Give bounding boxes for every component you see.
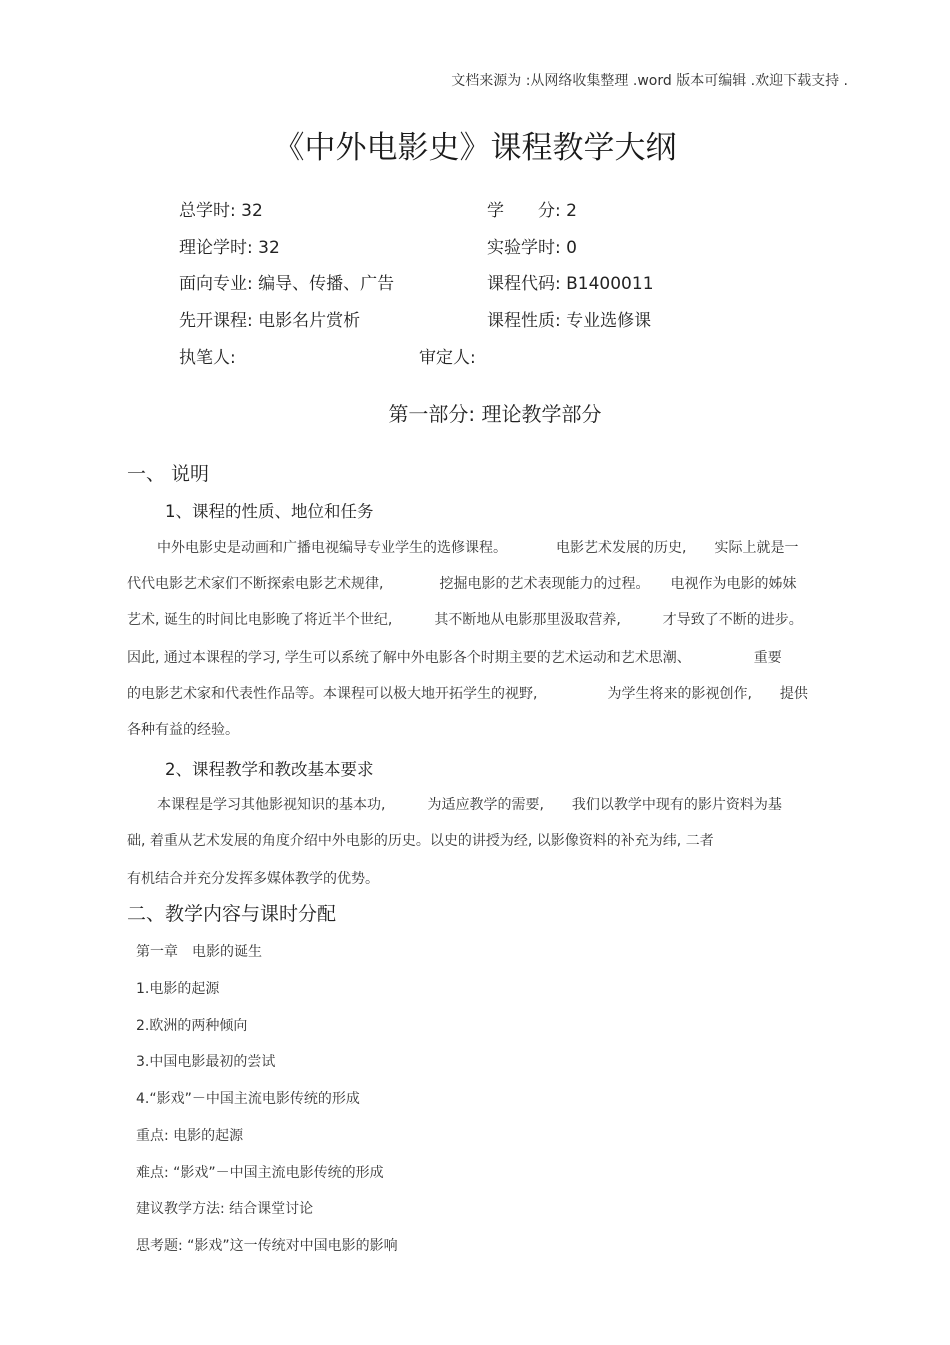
target-major: 面向专业: 编导、传播、广告 (179, 274, 395, 294)
paragraph-line: 的电影艺术家和代表性作品等。本课程可以极大地开拓学生的视野, 为学生将来的影视创作, 提供 (127, 686, 808, 702)
paragraph-line: 有机结合并充分发挥多媒体教学的优势。 (127, 871, 379, 887)
paragraph-line: 艺术, 诞生的时间比电影晚了将近半个世纪, 其不断地从电影那里汲取营养, 才导致了不断的进步。 (127, 612, 803, 628)
paragraph-line: 础, 着重从艺术发展的角度介绍中外电影的历史。以史的讲授为经, 以影像资料的补充为纬, 二者 (127, 833, 714, 849)
source-note: 文档来源为 :从网络收集整理 .word 版本可编辑 .欢迎下载支持 . (451, 73, 848, 89)
part-title: 第一部分: 理论教学部分 (388, 402, 602, 426)
list-item: 4.“影戏”－中国主流电影传统的形成 (136, 1091, 360, 1107)
course-code: 课程代码: B1400011 (487, 274, 654, 294)
teaching-method: 建议教学方法: 结合课堂讨论 (136, 1201, 314, 1217)
subsection-1-heading: 1、课程的性质、地位和任务 (165, 502, 374, 521)
prerequisite-course: 先开课程: 电影名片赏析 (179, 311, 361, 331)
paragraph-line: 中外电影史是动画和广播电视编导专业学生的选修课程。 电影艺术发展的历史, 实际上就是一 (157, 540, 799, 556)
total-hours: 总学时: 32 (179, 201, 263, 221)
discussion-question: 思考题: “影戏”这一传统对中国电影的影响 (136, 1238, 398, 1254)
theory-hours: 理论学时: 32 (179, 238, 280, 258)
lab-hours: 实验学时: 0 (487, 238, 577, 258)
section-1-heading: 一、 说明 (127, 463, 210, 485)
author-field: 执笔人: (179, 348, 236, 368)
list-item: 第一章 电影的诞生 (136, 944, 262, 960)
list-item: 2.欧洲的两种倾向 (136, 1018, 248, 1034)
paragraph-line: 各种有益的经验。 (127, 722, 239, 738)
paragraph-line: 本课程是学习其他影视知识的基本功, 为适应教学的需要, 我们以教学中现有的影片资料为基 (157, 797, 782, 813)
subsection-2-heading: 2、课程教学和教改基本要求 (165, 760, 374, 779)
section-2-heading: 二、教学内容与课时分配 (127, 903, 337, 925)
document-title: 《中外电影史》课程教学大纲 (273, 130, 677, 166)
key-point: 重点: 电影的起源 (136, 1128, 244, 1144)
credits: 学 分: 2 (487, 201, 577, 221)
paragraph-line: 因此, 通过本课程的学习, 学生可以系统了解中外电影各个时期主要的艺术运动和艺术思潮、 重要 (127, 650, 782, 666)
difficult-point: 难点: “影戏”－中国主流电影传统的形成 (136, 1165, 384, 1181)
reviewer-field: 审定人: (419, 348, 476, 368)
list-item: 1.电影的起源 (136, 981, 220, 997)
paragraph-line: 代代电影艺术家们不断探索电影艺术规律, 挖掘电影的艺术表现能力的过程。 电视作为电影的姊妹 (127, 576, 797, 592)
list-item: 3.中国电影最初的尝试 (136, 1054, 276, 1070)
course-type: 课程性质: 专业选修课 (487, 311, 652, 331)
